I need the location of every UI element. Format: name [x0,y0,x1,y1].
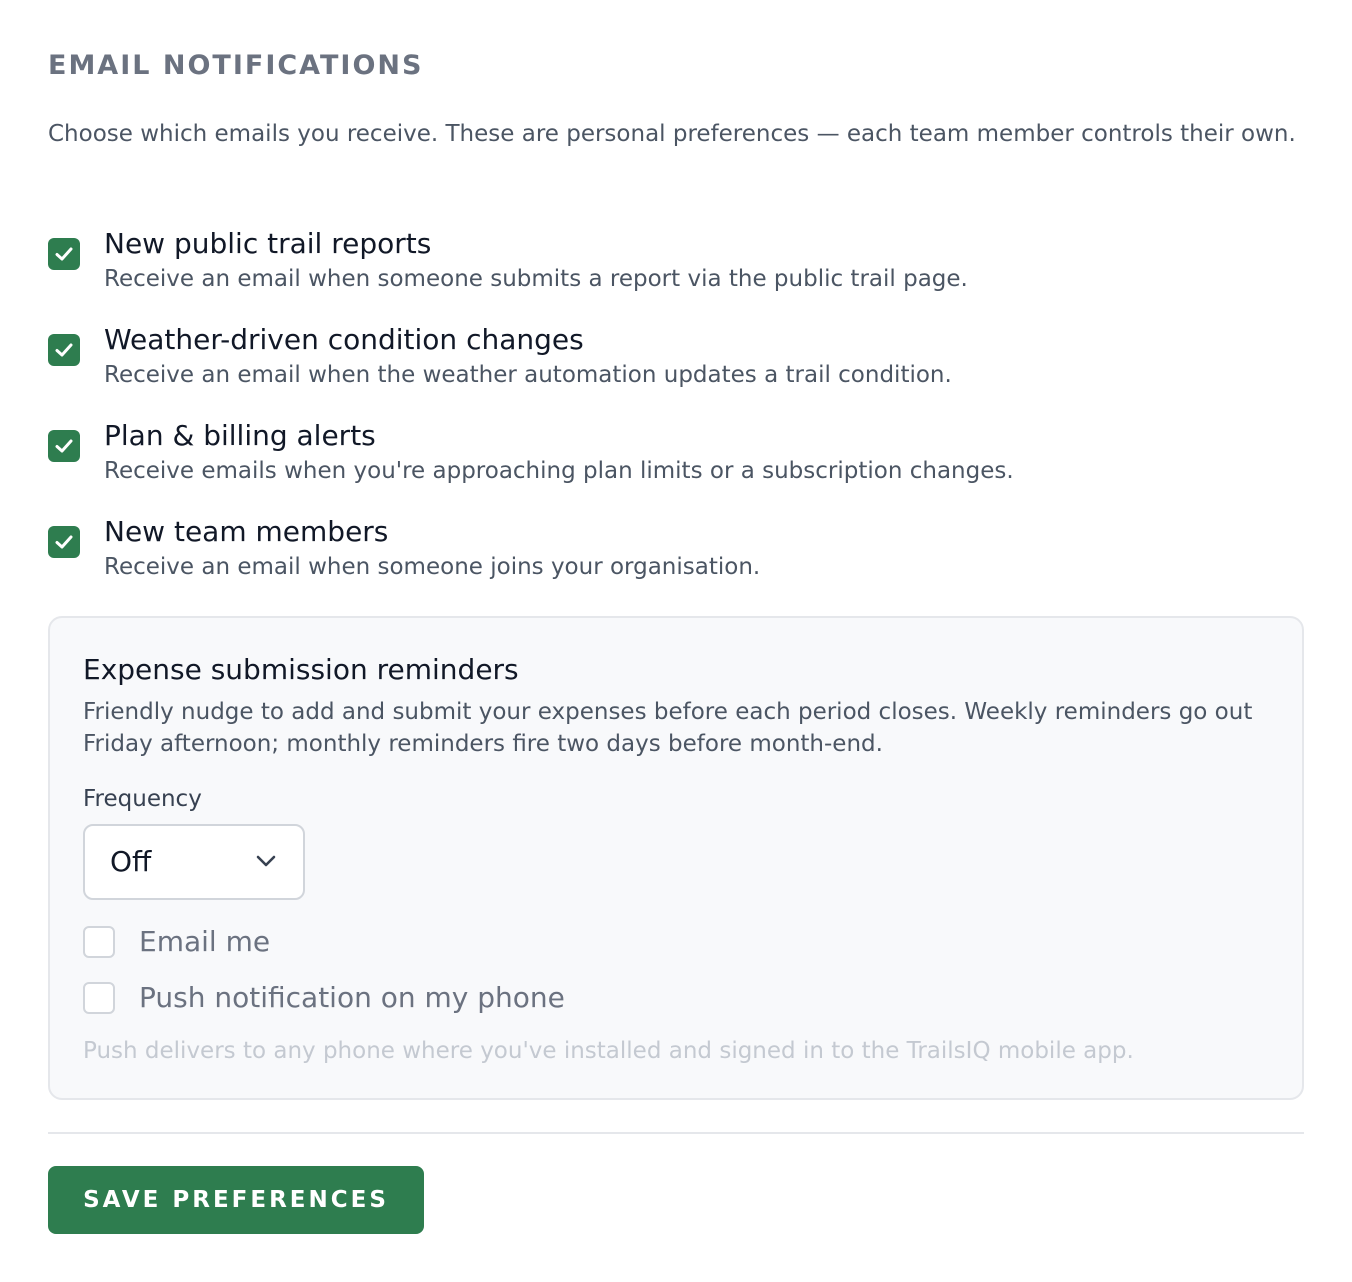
save-preferences-button[interactable]: SAVE PREFERENCES [48,1166,424,1234]
section-intro: Choose which emails you receive. These are personal preferences — each team member controls their own. [48,121,1296,147]
frequency-select-value: Off [110,845,152,878]
pref-description: Receive an email when the weather automation updates a trail condition. [104,362,952,388]
pref-label: Weather-driven condition changes [104,323,584,356]
checkmark-icon [54,437,74,455]
frequency-select[interactable] [83,824,305,900]
checkmark-icon [54,533,74,551]
pref-description: Receive an email when someone submits a report via the public trail page. [104,266,968,292]
frequency-label: Frequency [83,786,202,812]
chevron-down-icon [255,854,277,868]
pref-description: Receive an email when someone joins your organisation. [104,554,761,580]
pref-label: New public trail reports [104,227,432,260]
expense-reminders-panel [48,616,1304,1100]
reminder-option-label: Push notification on my phone [139,981,565,1014]
divider [48,1132,1304,1134]
reminder-option-label: Email me [139,925,271,958]
reminders-title: Expense submission reminders [83,653,519,686]
reminder-email-checkbox[interactable] [83,926,115,958]
pref-label: New team members [104,515,389,548]
pref-checkbox[interactable] [48,526,80,558]
checkmark-icon [54,245,74,263]
checkmark-icon [54,341,74,359]
pref-checkbox[interactable] [48,430,80,462]
reminder-push-checkbox[interactable] [83,982,115,1014]
section-title: EMAIL NOTIFICATIONS [48,50,424,81]
pref-checkbox[interactable] [48,238,80,270]
pref-label: Plan & billing alerts [104,419,376,452]
pref-description: Receive emails when you're approaching plan limits or a subscription changes. [104,458,1014,484]
push-note: Push delivers to any phone where you've installed and signed in to the TrailsIQ mobile app. [83,1038,1134,1064]
reminders-description: Friendly nudge to add and submit your expenses before each period closes. Weekly reminders go out Friday afternoon; monthly reminders fire two days before month-end. [83,699,1253,757]
pref-checkbox[interactable] [48,334,80,366]
